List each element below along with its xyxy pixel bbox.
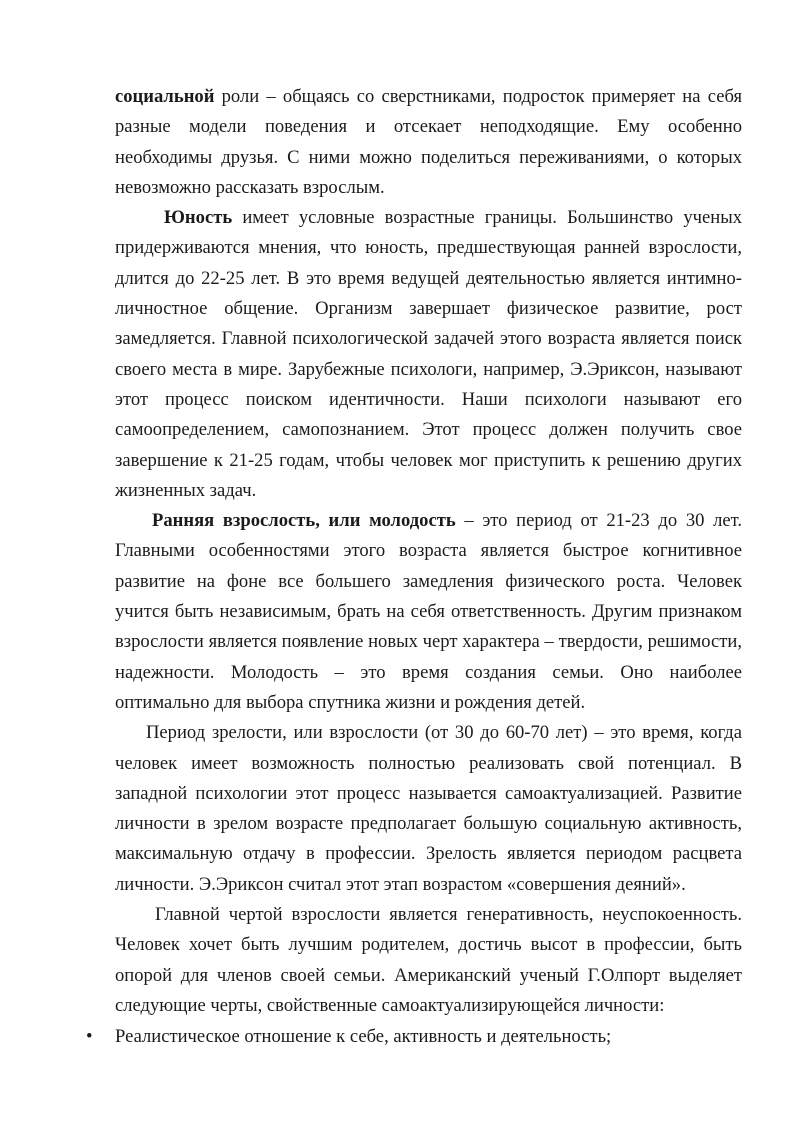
- paragraph-text: Главной чертой взрослости является генеративность, неуспокоенность. Человек хочет быть лучшим родителем, достичь высот в профессии, быть опорой для членов своей семьи. Американский ученый Г.Олпорт выделяет следующие черты, свойственные самоактуализирующейся личности:: [115, 904, 742, 1016]
- paragraph-youth: [115, 203, 742, 506]
- bold-term: Юность: [164, 207, 233, 229]
- list-item-text: Реалистическое отношение к себе, активность и деятельность;: [115, 1026, 612, 1047]
- paragraph-text: имеет условные возрастные границы. Большинство ученых придерживаются мнения, что юность, предшествующая ранней взрослости, длится до 22-25 лет. В это время ведущей деятельностью является интимно-личностное общение. Организм завершает физическое развитие, рост замедляется. Главной психологической задачей этого возраста является поиск своего места в мире. Зарубежные психологи, например, Э.Эриксон, называют этот процесс поиском идентичности. Наши психологи называют его самоопределением, самопознанием. Этот процесс должен получить свое завершение к 21-25 годам, чтобы человек мог приступить к решению других жизненных задач.: [115, 207, 742, 501]
- bold-term: социальной: [115, 86, 215, 107]
- paragraph-text: – это период от 21-23 до 30 лет. Главными особенностями этого возраста является быстрое когнитивное развитие на фоне все большего замедления физического роста. Человек учится быть независимым, брать на себя ответственность. Другим признаком взрослости является появление новых черт характера – твердости, решимости, надежности. Молодость – это время создания семьи. Оно наиболее оптимально для выбора спутника жизни и рождения детей.: [115, 510, 742, 713]
- body-text: [115, 82, 742, 1021]
- bold-term: Ранняя взрослость, или молодость: [152, 510, 456, 532]
- paragraph-text: роли – общаясь со сверстниками, подросток примеряет на себя разные модели поведения и отсекает неподходящие. Ему особенно необходимы друзья. С ними можно поделиться переживаниями, о которых невозможно рассказать взрослым.: [115, 86, 742, 198]
- bullet-marker: •: [86, 1026, 93, 1047]
- paragraph-social-role: [115, 82, 742, 203]
- paragraph-maturity: [115, 718, 742, 900]
- paragraph-early-adulthood: [115, 506, 742, 718]
- paragraph-generativity: [115, 900, 742, 1021]
- paragraph-text: Период зрелости, или взрослости (от 30 до 60-70 лет) – это время, когда человек имеет возможность полностью реализовать свой потенциал. В западной психологии этот процесс называется самоактуализацией. Развитие личности в зрелом возрасте предполагает большую социальную активность, максимальную отдачу в профессии. Зрелость является периодом расцвета личности. Э.Эриксон считал этот этап возрастом «совершения деяний».: [115, 722, 742, 895]
